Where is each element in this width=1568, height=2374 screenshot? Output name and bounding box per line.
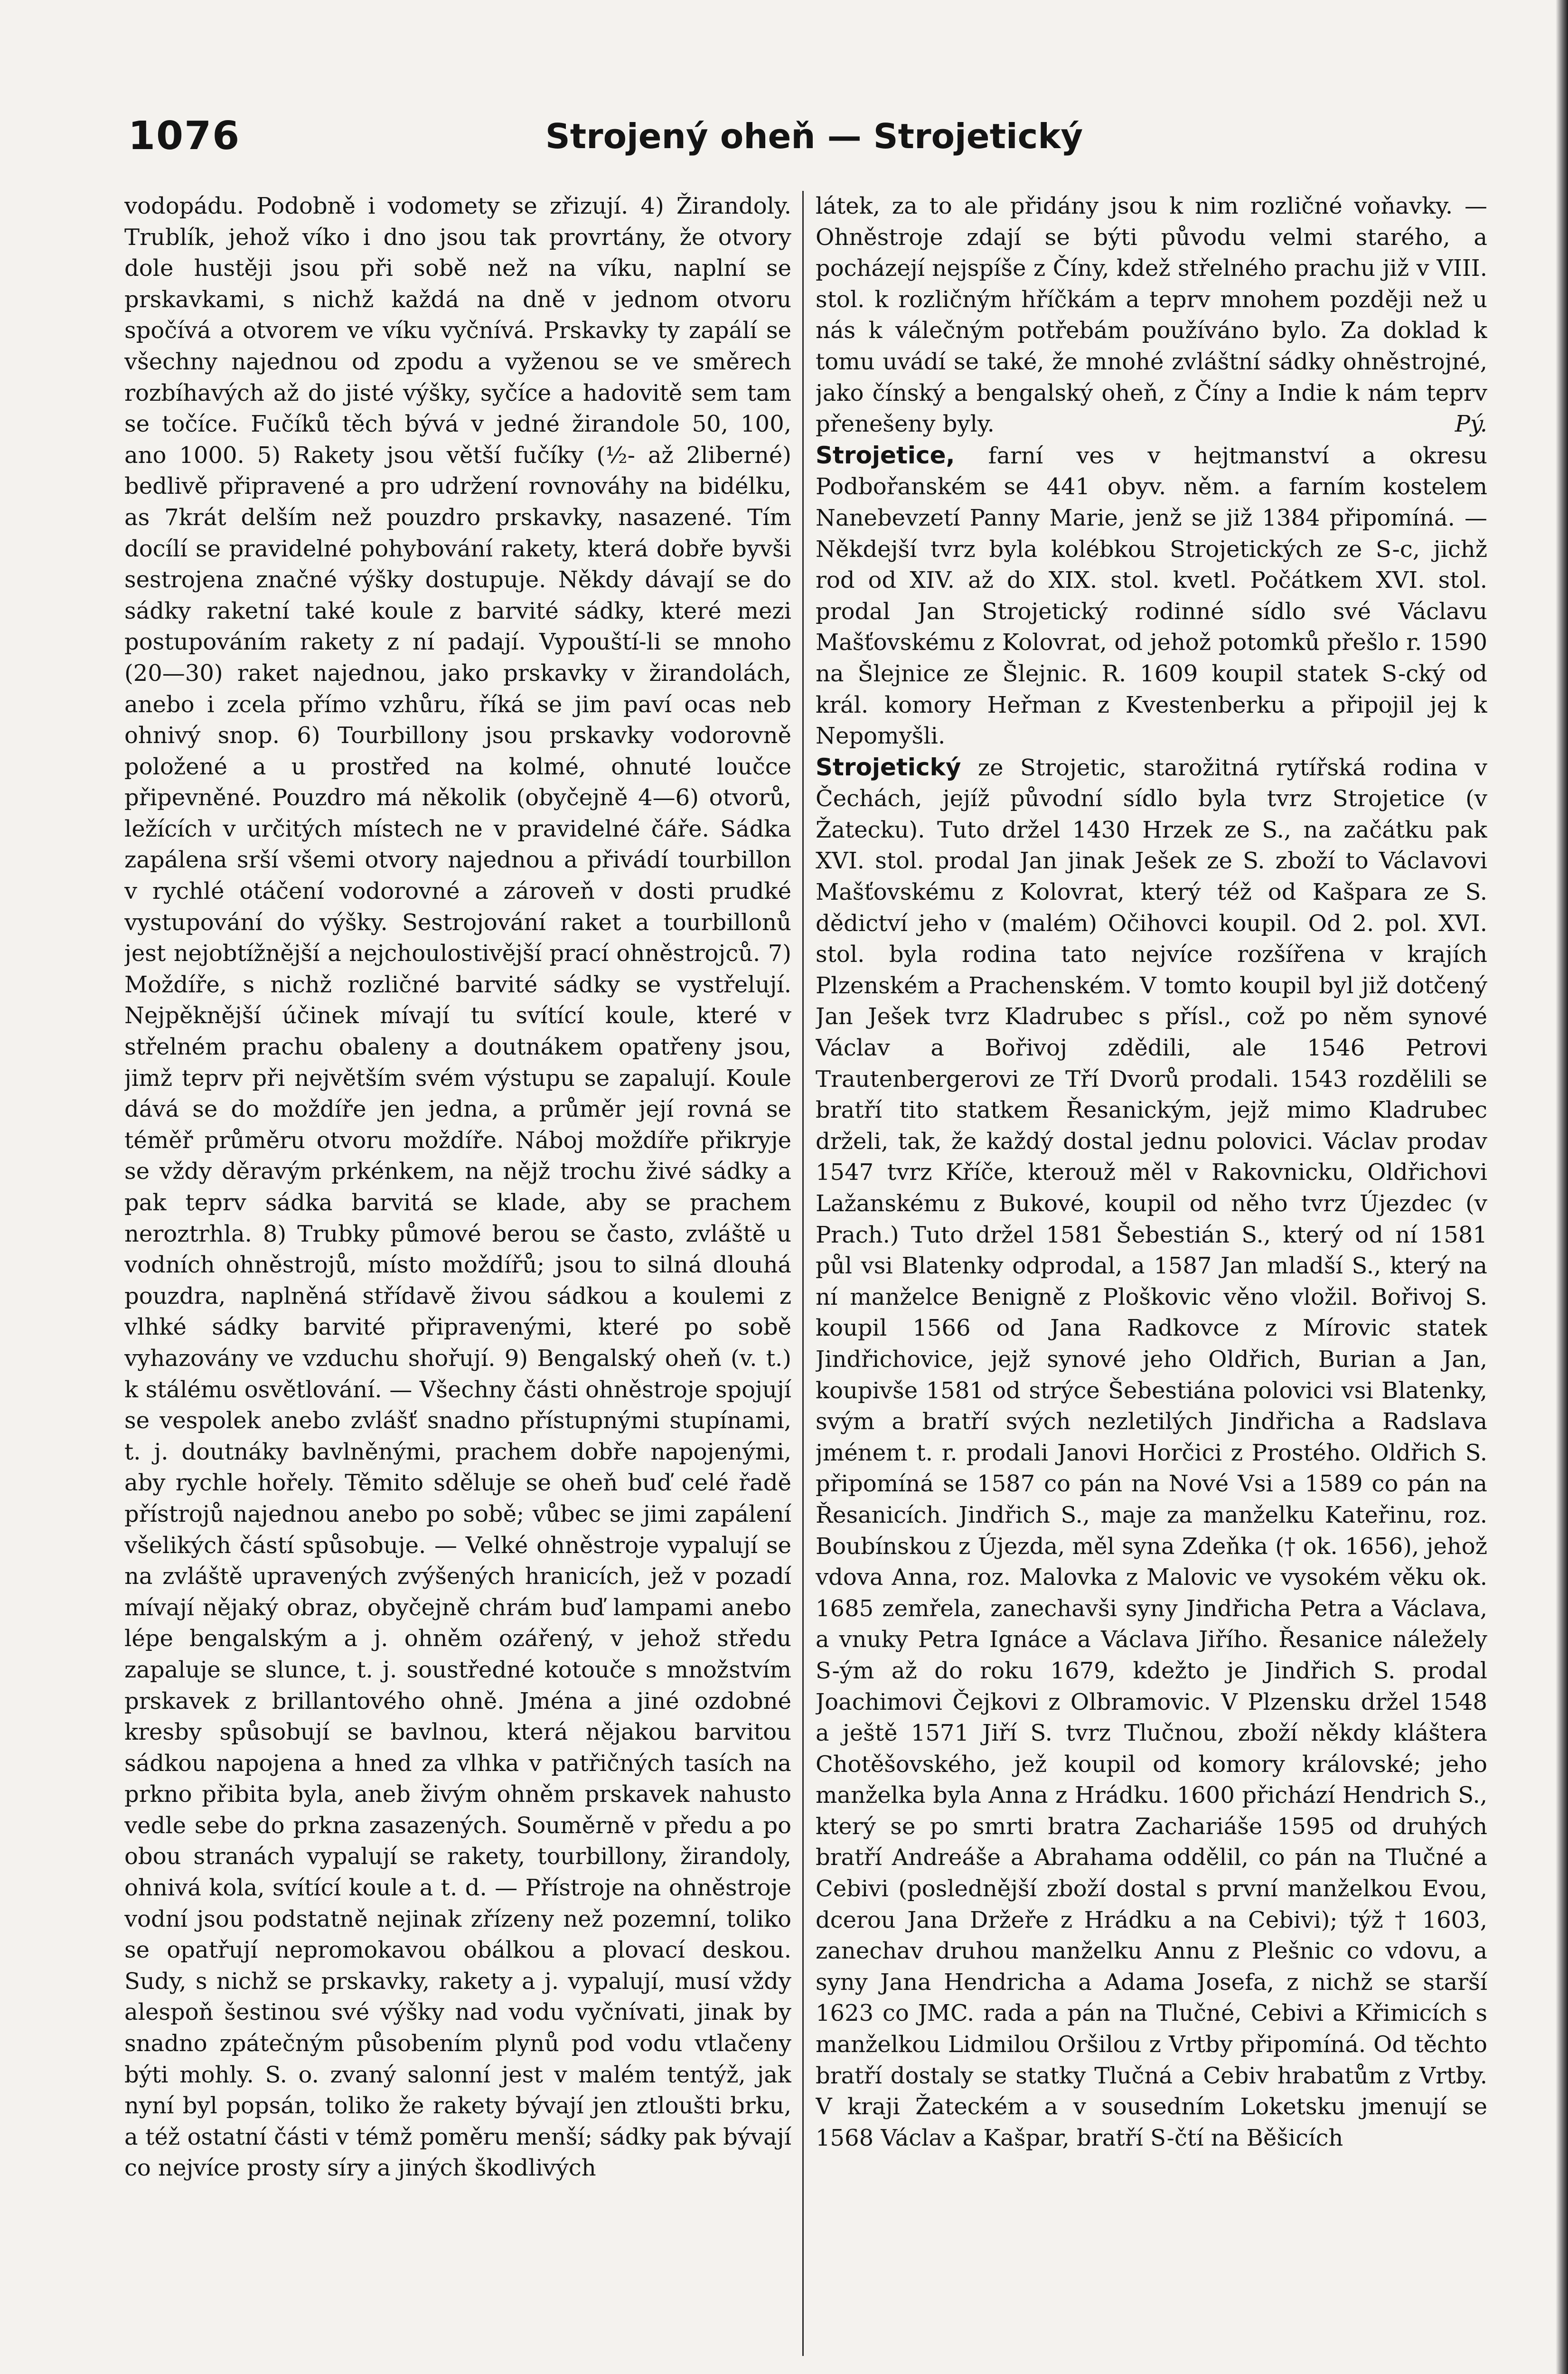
- page-header: [128, 110, 1500, 172]
- author-signature: Pý.: [1455, 411, 1487, 438]
- entry-text: farní ves v hejtmanství a okresu Podbořanském se 441 obyv. něm. a farním kostelem Nanebevzetí Panny Marie, jenž se již 1384 připomíná. — Někdejší tvrz byla kolébkou Strojetických ze S-c, jichž rod od XIV. až do XIX. stol. kvetl. Počátkem XVI. stol. prodal Jan Strojetický rodinné sídlo své Václavu Mašťovskému z Kolovrat, od jehož potomků přešlo r. 1590 na Šlejnice ze Šlejnic. R. 1609 koupil statek S-cký od král. komory Heřman z Kvestenberku a připojil jej k Nepomyšli.: [816, 442, 1487, 750]
- entry-strojetice: [816, 440, 1487, 752]
- entry-headword: Strojetice,: [816, 441, 955, 469]
- running-head: Strojený oheň — Strojetický: [545, 116, 1083, 156]
- entry-strojeticky: [816, 752, 1487, 2154]
- entry-text: ze Strojetic, starožitná rytířská rodina v Čechách, jejíž původní sídlo byla tvrz Strojetice (v Žatecku). Tuto držel 1430 Hrzek ze S., na začátku pak XVI. stol. prodal Jan jinak Ješek ze S. zboží to Václavovi Mašťovskému z Kolovrat, který též od Kašpara ze S. dědictví jeho v (malém) Očihovci koupil. Od 2. pol. XVI. stol. byla rodina tato nejvíce rozšířena v krajích Plzenském a Prachenském. V tomto koupil byl již dotčený Jan Ješek tvrz Kladrubec s přísl., což po něm synové Václav a Bořivoj zdědili, ale 1546 Petrovi Trautenbergerovi ze Tří Dvorů prodali. 1543 rozdělili se bratří tito statkem Řesanickým, jejž mimo Kladrubec drželi, tak, že každý dostal jednu polovici. Václav prodav 1547 tvrz Kříče, kterouž měl v Rakovnicku, Oldřichovi Lažanskému z Bukové, koupil od něho tvrz Újezdec (v Prach.) Tuto držel 1581 Šebestián S., který od ní 1581 půl vsi Blatenky odprodal, a 1587 Jan mladší S., který na ní manželce Benigně z Ploškovic věno vložil. Bořivoj S. koupil 1566 od Jana Radkovce z Mírovic statek Jindřichovice, jejž synové jeho Oldřich, Burian a Jan, koupivše 1581 od strýce Šebestiána polovici vsi Blatenky, svým a bratří svých nezletilých Jindřicha a Radslava jménem t. r. prodali Janovi Horčici z Prostého. Oldřich S. připomíná se 1587 co pán na Nové Vsi a 1589 co pán na Řesanicích. Jindřich S., maje za manželku Kateřinu, roz. Boubínskou z Újezda, měl syna Zdeňka († ok. 1656), jehož vdova Anna, roz. Malovka z Malovic ve vysokém věku ok. 1685 zemřela, zanechavši syny Jindřicha Petra a Václava, a vnuky Petra Ignáce a Václava Jiřího. Řesanice náležely S-ým až do roku 1679, kdežto je Jindřich S. prodal Joachimovi Čejkovi z Olbramovic. V Plzensku držel 1548 a ještě 1571 Jiří S. tvrz Tlučnou, zboží někdy kláštera Chotěšovského, jež koupil od komory královské; jeho manželka byla Anna z Hrádku. 1600 přichází Hendrich S., který se po smrti bratra Zachariáše 1595 od druhých bratří Andreáše a Abrahama oddělil, co pán na Tlučné a Cebivi (poslednější zboží dostal s první manželkou Evou, dcerou Jana Držeře z Hrádku a na Cebivi); týž † 1603, zanechav druhou manželku Annu z Plešnic co vdovu, a syny Jana Hendricha a Adama Josefa, z nichž se starší 1623 co JMC. rada a pán na Tlučné, Cebivi a Křimicích s manželkou Lidmilou Oršilou z Vrtby připomíná. Od těchto bratří dostaly se statky Tlučná a Cebiv hrabatům z Vrtby. V kraji Žateckém a v sousedním Loketsku jmenují se 1568 Václav a Kašpar, bratří S-čtí na Běšicích: [816, 754, 1487, 2151]
- page-number: 1076: [128, 113, 241, 159]
- article-continuation-ohnestroj: vodopádu. Podobně i vodomety se zřizují. 4) Žirandoly. Trublík, jehož víko i dno jsou tak provrtány, že otvory dole hustěji jsou při sobě než na víku, naplní se prskavkami, s nichž každá na dně v jednom otvoru spočívá a otvorem ve víku vyčnívá. Prskavky ty zapálí se všechny najednou od zpodu a vyženou se ve směrech rozbíhavých až do jisté výšky, syčíce a hadovitě sem tam se točíce. Fučíků těch bývá v jedné žirandole 50, 100, ano 1000. 5) Rakety jsou větší fučíky (½- až 2liberné) bedlivě připravené a pro udržení rovnováhy na bidélku, as 7krát delším než pouzdro prskavky, nasazené. Tím docílí se pravidelné pohybování rakety, která dobře byvši sestrojena značné výšky dostupuje. Někdy dávají se do sádky raketní také koule z barvité sádky, které mezi postupováním rakety z ní padají. Vypouští-li se mnoho (20—30) raket najednou, jako prskavky v žirandolách, anebo i zcela přímo vzhůru, říká se jim paví ocas neb ohnivý snop. 6) Tourbillony jsou prskavky vodorovně položené a u prostřed na kolmé, ohnuté loučce připevněné. Pouzdro má několik (obyčejně 4—6) otvorů, ležících v určitých místech ne v pravidelné čáře. Sádka zapálena srší všemi otvory najednou a přivádí tourbillon v rychlé otáčení vodorovné a zároveň v dosti prudké vystupování do výšky. Sestrojování raket a tourbillonů jest nejobtížnější a nejchoulostivější prací ohněstrojců. 7) Moždíře, s nichž rozličné barvité sádky se vystřelují. Nejpěknější účinek mívají tu svítící koule, které v střelném prachu obaleny a doutnákem opatřeny jsou, jimž teprv při největším svém výstupu se zapalují. Koule dává se do moždíře jen jedna, a průměr její rovná se téměř průměru otvoru moždíře. Náboj moždíře přikryje se vždy děravým prkénkem, na nějž trochu živé sádky a pak teprv sádka barvitá se klade, aby se prachem neroztrhla. 8) Trubky půmové berou se často, zvláště u vodních ohněstrojů, místo moždířů; jsou to silná dlouhá pouzdra, naplněná střídavě živou sádkou a koulemi z vlhké sádky barvité připravenými, které po sobě vyhazovány ve vzduchu shořují. 9) Bengalský oheň (v. t.) k stálému osvětlování. — Všechny části ohněstroje spojují se vespolek anebo zvlášť snadno přístupnými stupínami, t. j. doutnáky bavlněnými, prachem dobře napojenými, aby rychle hořely. Těmito sděluje se oheň buď celé řadě přístrojů najednou anebo po sobě; vůbec se jimi zapálení všelikých částí spůsobuje. — Velké ohněstroje vypalují se na zvláště upravených zvýšených hranicích, jež v pozadí mívají nějaký obraz, obyčejně chrám buď lampami anebo lépe bengalským a j. ohněm ozářený, v jehož středu zapaluje se slunce, t. j. soustředné kotouče s množstvím prskavek z brillantového ohně. Jména a jiné ozdobné kresby spůsobují se bavlnou, která nějakou barvitou sádkou napojena a hned za vlhka v patřičných tasích na prkno přibita byla, aneb živým ohněm prskavek nahusto vedle sebe do prkna zasazených. Souměrně v předu a po obou stranách vypalují se rakety, tourbillony, žirandoly, ohnivá kola, svítící koule a t. d. — Přístroje na ohněstroje vodní jsou podstatně nejinak zřízeny než pozemní, toliko se opatřují nepromokavou obálkou a plovací deskou. Sudy, s nichž se prskavky, rakety a j. vypalují, musí vždy alespoň šestinou své výšky nad vodu vyčnívati, jinak by snadno zpátečným působením plynů pod vodu vtlačeny býti mohly. S. o. zvaný salonní jest v malém tentýž, jak nyní byl popsán, toliko že rakety bývají jen ztloušti brku, a též ostatní části v témž poměru menší; sádky pak bývají co nejvíce prosty síry a jiných škodlivých: [124, 193, 791, 2182]
- left-column: [124, 191, 791, 2356]
- right-column: [816, 191, 1487, 2356]
- article-text: látek, za to ale přidány jsou k nim rozličné voňavky. — Ohněstroje zdají se býti původu velmi starého, a pocházejí nejspíše z Číny, kdež střelného prachu již v VIII. stol. k rozličným hříčkám a teprv mnohem později než u nás k válečným potřebám používáno bylo. Za doklad k tomu uvádí se také, že mnohé zvláštní sádky ohněstrojné, jako čínský a bengalský oheň, z Číny a Indie k nám teprv přenešeny byly.: [816, 193, 1487, 438]
- column-divider: [802, 191, 804, 2356]
- article-continuation-end: [816, 191, 1487, 440]
- entry-headword: Strojetický: [816, 753, 961, 781]
